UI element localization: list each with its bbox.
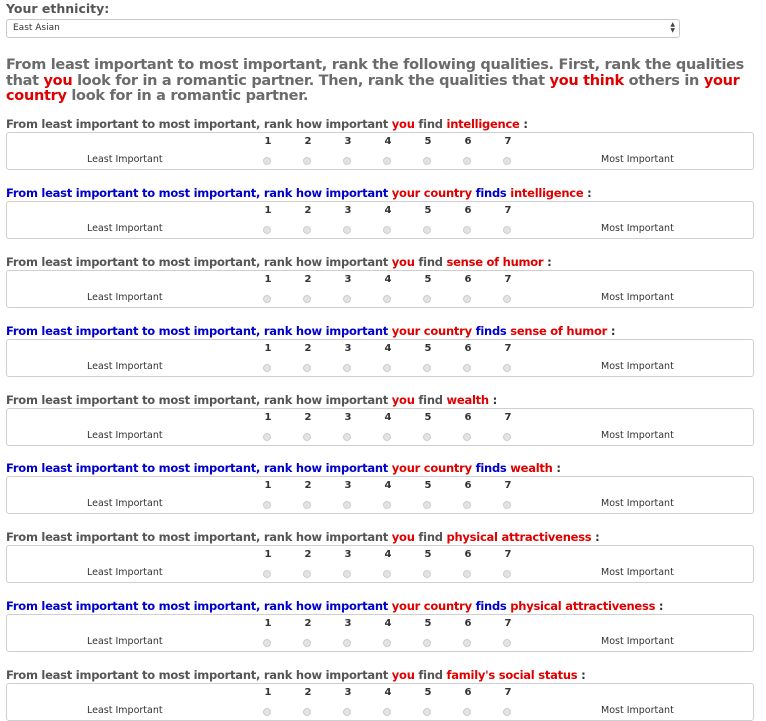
question-prefix: From least important to most important, rank how important [6, 393, 392, 407]
scale-number: 6 [464, 687, 472, 698]
most-important-label: Most Important [601, 223, 674, 234]
rating-radio-1[interactable] [263, 639, 271, 647]
most-important-label: Most Important [601, 361, 674, 372]
scale-number: 5 [424, 687, 432, 698]
question-title [6, 393, 762, 407]
least-important-label: Least Important [87, 567, 163, 578]
rating-scale [6, 683, 754, 721]
question-quality: wealth [446, 393, 489, 407]
rating-radio-5[interactable] [423, 226, 431, 234]
rating-radio-6[interactable] [463, 295, 471, 303]
scale-number: 3 [344, 274, 352, 285]
scale-number: 7 [504, 343, 512, 354]
question-verb: find [414, 668, 447, 682]
rating-radio-1[interactable] [263, 433, 271, 441]
rating-radio-4[interactable] [383, 433, 391, 441]
question-quality: intelligence [446, 117, 520, 131]
rating-radio-7[interactable] [503, 226, 511, 234]
rating-radio-2[interactable] [303, 226, 311, 234]
ethnicity-select-value: East Asian [13, 23, 60, 33]
scale-number: 5 [424, 412, 432, 423]
rating-radio-3[interactable] [343, 708, 351, 716]
rating-radio-2[interactable] [303, 570, 311, 578]
most-important-label: Most Important [601, 154, 674, 165]
scale-number: 2 [304, 480, 312, 491]
scale-number: 1 [264, 136, 272, 147]
question-subject: your country [391, 461, 472, 475]
question-subject: you [391, 668, 415, 682]
question-subject: you [391, 530, 415, 544]
scale-number: 5 [424, 136, 432, 147]
scale-number: 5 [424, 618, 432, 629]
scale-number: 7 [504, 274, 512, 285]
rating-radio-5[interactable] [423, 639, 431, 647]
rating-radio-2[interactable] [303, 433, 311, 441]
question-verb: finds [471, 186, 511, 200]
question-block [6, 461, 762, 509]
scale-number: 1 [264, 343, 272, 354]
question-block [6, 324, 762, 372]
question-verb: finds [471, 324, 511, 338]
question-verb: finds [471, 461, 511, 475]
ethnicity-label: Your ethnicity: [6, 1, 110, 16]
rating-radio-7[interactable] [503, 364, 511, 372]
question-verb: find [414, 117, 447, 131]
rating-radio-6[interactable] [463, 226, 471, 234]
question-prefix: From least important to most important, rank how important [6, 668, 392, 682]
question-quality: sense of humor [510, 324, 608, 338]
question-prefix: From least important to most important, rank how important [6, 324, 392, 338]
question-block [6, 599, 762, 647]
scale-number: 4 [384, 412, 392, 423]
least-important-label: Least Important [87, 430, 163, 441]
scale-number: 4 [384, 136, 392, 147]
rating-radio-5[interactable] [423, 433, 431, 441]
most-important-label: Most Important [601, 636, 674, 647]
scale-number: 2 [304, 549, 312, 560]
scale-number: 7 [504, 480, 512, 491]
question-subject: your country [391, 599, 472, 613]
rating-radio-4[interactable] [383, 501, 391, 509]
rating-scale [6, 545, 754, 583]
question-colon: : [543, 255, 552, 269]
rating-radio-6[interactable] [463, 364, 471, 372]
emphasis-you: you [43, 72, 73, 89]
least-important-label: Least Important [87, 498, 163, 509]
rating-radio-6[interactable] [463, 639, 471, 647]
rating-radio-1[interactable] [263, 226, 271, 234]
rating-scale [6, 614, 754, 652]
rating-radio-1[interactable] [263, 708, 271, 716]
rating-radio-5[interactable] [423, 364, 431, 372]
scale-number: 4 [384, 549, 392, 560]
scale-number: 3 [344, 343, 352, 354]
question-title [6, 530, 762, 544]
question-prefix: From least important to most important, rank how important [6, 117, 392, 131]
scale-number: 2 [304, 343, 312, 354]
scale-number: 5 [424, 343, 432, 354]
rating-radio-4[interactable] [383, 295, 391, 303]
rating-radio-2[interactable] [303, 364, 311, 372]
question-colon: : [552, 461, 561, 475]
select-arrows-icon: ▲ ▼ [670, 21, 675, 34]
rating-radio-5[interactable] [423, 570, 431, 578]
scale-number: 6 [464, 412, 472, 423]
scale-number: 4 [384, 687, 392, 698]
rating-radio-6[interactable] [463, 433, 471, 441]
rating-radio-7[interactable] [503, 295, 511, 303]
scale-number: 6 [464, 480, 472, 491]
scale-number: 4 [384, 274, 392, 285]
least-important-label: Least Important [87, 154, 163, 165]
least-important-label: Least Important [87, 223, 163, 234]
rating-radio-3[interactable] [343, 295, 351, 303]
question-block [6, 186, 762, 234]
scale-number: 2 [304, 205, 312, 216]
scale-number: 5 [424, 274, 432, 285]
scale-number: 1 [264, 618, 272, 629]
rating-radio-2[interactable] [303, 639, 311, 647]
scale-number: 3 [344, 205, 352, 216]
rating-radio-3[interactable] [343, 501, 351, 509]
scale-number: 6 [464, 618, 472, 629]
rating-scale [6, 132, 754, 170]
question-title [6, 461, 762, 475]
rating-scale [6, 270, 754, 308]
scale-number: 6 [464, 205, 472, 216]
scale-number: 6 [464, 274, 472, 285]
rating-scale [6, 201, 754, 239]
question-quality: physical attractiveness [446, 530, 592, 544]
question-prefix: From least important to most important, rank how important [6, 530, 392, 544]
question-colon: : [577, 668, 586, 682]
ethnicity-select[interactable] [6, 19, 680, 38]
rating-radio-3[interactable] [343, 639, 351, 647]
question-title [6, 599, 762, 613]
rating-radio-5[interactable] [423, 157, 431, 165]
scale-number: 5 [424, 480, 432, 491]
emphasis-you-think: you think [549, 72, 624, 89]
scale-number: 2 [304, 136, 312, 147]
scale-number: 6 [464, 549, 472, 560]
least-important-label: Least Important [87, 361, 163, 372]
least-important-label: Least Important [87, 292, 163, 303]
rating-radio-2[interactable] [303, 295, 311, 303]
rating-radio-7[interactable] [503, 157, 511, 165]
rating-radio-6[interactable] [463, 157, 471, 165]
scale-number: 4 [384, 618, 392, 629]
question-colon: : [519, 117, 528, 131]
question-block [6, 393, 762, 441]
rating-radio-5[interactable] [423, 501, 431, 509]
scale-number: 2 [304, 412, 312, 423]
question-quality: physical attractiveness [510, 599, 656, 613]
rating-radio-4[interactable] [383, 226, 391, 234]
question-quality: sense of humor [446, 255, 544, 269]
rating-radio-1[interactable] [263, 364, 271, 372]
rating-radio-7[interactable] [503, 639, 511, 647]
question-verb: find [414, 530, 447, 544]
scale-number: 2 [304, 687, 312, 698]
question-colon: : [607, 324, 616, 338]
scale-number: 3 [344, 549, 352, 560]
rating-radio-4[interactable] [383, 364, 391, 372]
question-subject: your country [391, 324, 472, 338]
question-subject: you [391, 255, 415, 269]
scale-number: 7 [504, 618, 512, 629]
rating-radio-6[interactable] [463, 570, 471, 578]
scale-number: 1 [264, 412, 272, 423]
question-colon: : [655, 599, 664, 613]
question-quality: family's social status [446, 668, 578, 682]
rating-radio-7[interactable] [503, 708, 511, 716]
question-verb: find [414, 255, 447, 269]
rating-radio-5[interactable] [423, 708, 431, 716]
scale-number: 4 [384, 480, 392, 491]
question-title [6, 668, 762, 682]
most-important-label: Most Important [601, 498, 674, 509]
question-prefix: From least important to most important, rank how important [6, 255, 392, 269]
question-quality: intelligence [510, 186, 584, 200]
rating-scale [6, 476, 754, 514]
question-verb: find [414, 393, 447, 407]
question-block [6, 255, 762, 303]
rating-scale [6, 339, 754, 377]
rating-radio-2[interactable] [303, 708, 311, 716]
least-important-label: Least Important [87, 705, 163, 716]
question-subject: you [391, 393, 415, 407]
question-verb: finds [471, 599, 511, 613]
scale-number: 3 [344, 480, 352, 491]
question-block [6, 668, 762, 716]
most-important-label: Most Important [601, 292, 674, 303]
scale-number: 7 [504, 136, 512, 147]
rating-radio-3[interactable] [343, 570, 351, 578]
rating-radio-3[interactable] [343, 433, 351, 441]
rating-radio-3[interactable] [343, 364, 351, 372]
rating-radio-3[interactable] [343, 157, 351, 165]
rating-radio-2[interactable] [303, 501, 311, 509]
rating-radio-4[interactable] [383, 570, 391, 578]
rating-radio-4[interactable] [383, 157, 391, 165]
scale-number: 1 [264, 480, 272, 491]
question-title [6, 255, 762, 269]
rating-radio-1[interactable] [263, 570, 271, 578]
least-important-label: Least Important [87, 636, 163, 647]
question-prefix: From least important to most important, rank how important [6, 461, 392, 475]
rating-radio-7[interactable] [503, 570, 511, 578]
question-title [6, 324, 762, 338]
rating-radio-5[interactable] [423, 295, 431, 303]
rating-radio-3[interactable] [343, 226, 351, 234]
scale-number: 7 [504, 687, 512, 698]
scale-number: 7 [504, 549, 512, 560]
scale-number: 3 [344, 618, 352, 629]
rating-radio-2[interactable] [303, 157, 311, 165]
scale-number: 3 [344, 412, 352, 423]
scale-number: 4 [384, 205, 392, 216]
scale-number: 1 [264, 687, 272, 698]
question-subject: your country [391, 186, 472, 200]
scale-number: 3 [344, 136, 352, 147]
scale-number: 1 [264, 205, 272, 216]
rating-radio-4[interactable] [383, 639, 391, 647]
rating-radio-1[interactable] [263, 501, 271, 509]
question-colon: : [583, 186, 592, 200]
scale-number: 1 [264, 274, 272, 285]
rating-radio-1[interactable] [263, 157, 271, 165]
instructions: From least important to most important, rank the following qualities. First, rank the qualities that you look for in a romantic partner. Then, rank the qualities that you think others in your country look for in a romantic partner. [6, 57, 745, 104]
scale-number: 6 [464, 136, 472, 147]
scale-number: 4 [384, 343, 392, 354]
rating-radio-7[interactable] [503, 501, 511, 509]
most-important-label: Most Important [601, 567, 674, 578]
most-important-label: Most Important [601, 705, 674, 716]
rating-radio-6[interactable] [463, 708, 471, 716]
question-colon: : [488, 393, 497, 407]
scale-number: 6 [464, 343, 472, 354]
rating-scale [6, 408, 754, 446]
scale-number: 1 [264, 549, 272, 560]
scale-number: 2 [304, 274, 312, 285]
scale-number: 5 [424, 549, 432, 560]
rating-radio-1[interactable] [263, 295, 271, 303]
scale-number: 7 [504, 412, 512, 423]
question-quality: wealth [510, 461, 553, 475]
scale-number: 3 [344, 687, 352, 698]
question-colon: : [591, 530, 600, 544]
scale-number: 2 [304, 618, 312, 629]
rating-radio-4[interactable] [383, 708, 391, 716]
rating-radio-6[interactable] [463, 501, 471, 509]
question-block [6, 117, 762, 165]
question-prefix: From least important to most important, rank how important [6, 186, 392, 200]
question-subject: you [391, 117, 415, 131]
emphasis-your-country: your country [6, 72, 740, 104]
scale-number: 5 [424, 205, 432, 216]
question-title [6, 186, 762, 200]
question-title [6, 117, 762, 131]
scale-number: 7 [504, 205, 512, 216]
rating-radio-7[interactable] [503, 433, 511, 441]
most-important-label: Most Important [601, 430, 674, 441]
question-block [6, 530, 762, 578]
question-prefix: From least important to most important, rank how important [6, 599, 392, 613]
